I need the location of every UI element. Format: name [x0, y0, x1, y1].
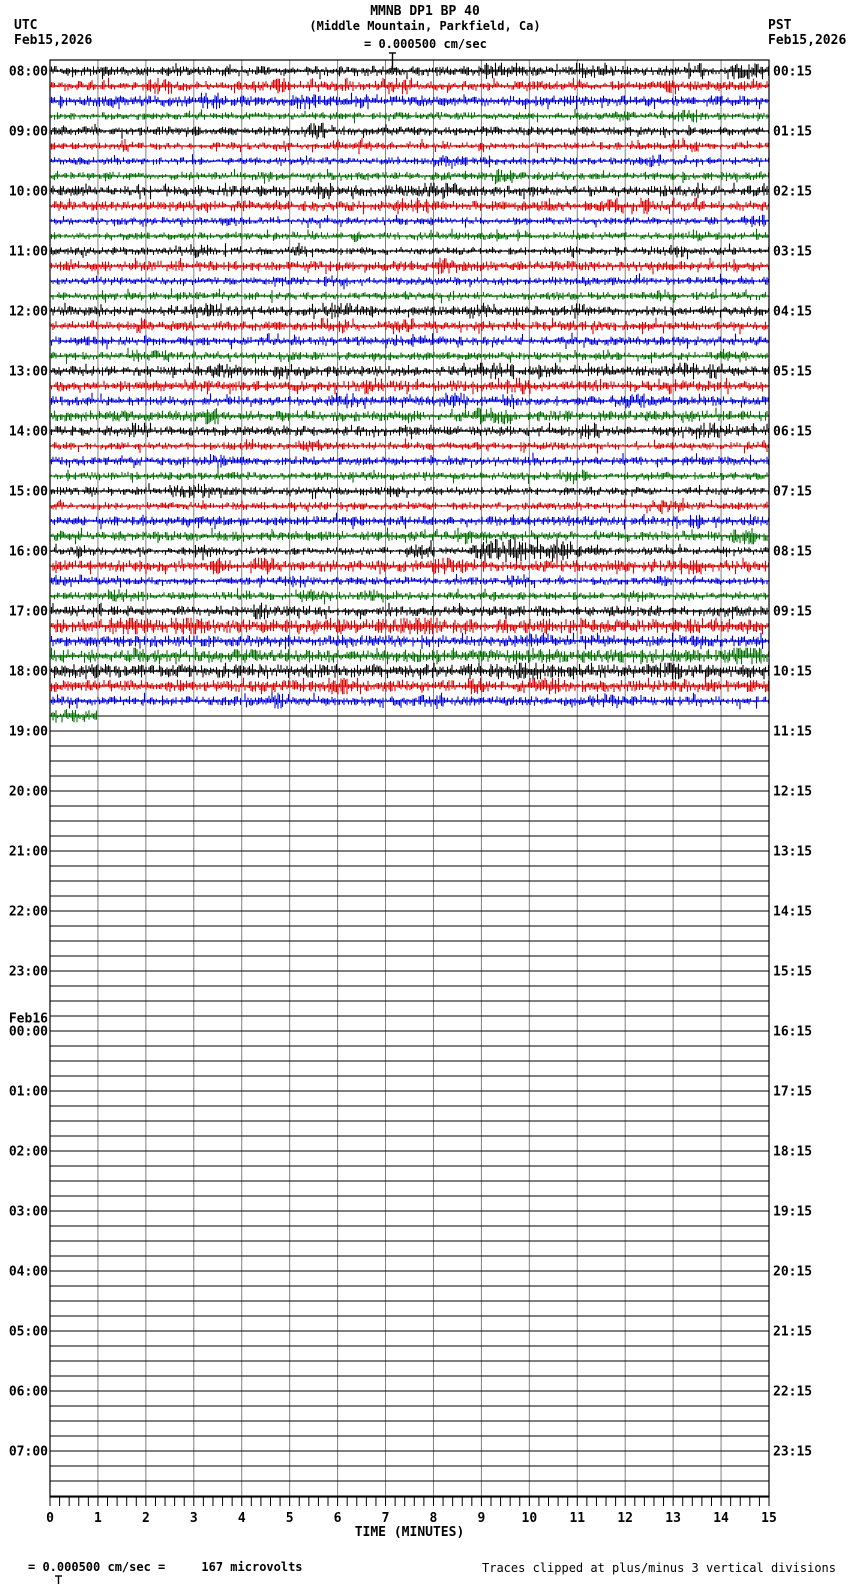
pst-hour-label: 18:15: [773, 1144, 813, 1160]
axis-tick-label: 1: [94, 1511, 102, 1526]
utc-hour-label: 18:00: [8, 664, 48, 680]
pst-hour-label: 01:15: [773, 124, 813, 140]
utc-hour-label: 00:00: [8, 1024, 48, 1040]
utc-hour-label: 12:00: [8, 304, 48, 320]
utc-hour-label: 17:00: [8, 604, 48, 620]
utc-hour-label: 19:00: [8, 724, 48, 740]
utc-hour-label: 09:00: [8, 124, 48, 140]
utc-hour-label: 16:00: [8, 544, 48, 560]
utc-hour-label: 04:00: [8, 1264, 48, 1280]
axis-tick-label: 9: [477, 1511, 486, 1526]
utc-hour-label: 15:00: [8, 484, 48, 500]
pst-hour-label: 20:15: [773, 1264, 813, 1280]
pst-hour-label: 09:15: [773, 604, 813, 620]
pst-hour-label: 12:15: [773, 784, 813, 800]
page-title: MMNB DP1 BP 40: [370, 4, 480, 19]
pst-hour-label: 11:15: [773, 724, 813, 740]
page-subtitle: (Middle Mountain, Parkfield, Ca): [309, 19, 541, 33]
right-date-label: Feb15,2026: [768, 33, 847, 48]
pst-hour-label: 14:15: [773, 904, 813, 920]
seismic-trace: [50, 229, 769, 242]
pst-hour-label: 15:15: [773, 964, 813, 980]
pst-hour-label: 06:15: [773, 424, 813, 440]
axis-tick-label: 14: [713, 1511, 729, 1526]
axis-tick-label: 6: [333, 1511, 342, 1526]
axis-tick-label: 5: [285, 1511, 294, 1526]
pst-hour-label: 08:15: [773, 544, 813, 560]
seismic-trace: [50, 215, 769, 229]
axis-tick-label: 12: [617, 1511, 634, 1526]
right-timezone-label: PST: [768, 18, 792, 33]
helicorder-plot: [0, 58, 850, 1558]
axis-tick-label: 15: [761, 1511, 777, 1526]
axis-tick-label: 3: [189, 1511, 198, 1526]
left-timezone-label: UTC: [14, 18, 38, 33]
seismic-trace: [50, 154, 769, 169]
pst-hour-label: 07:15: [773, 484, 813, 500]
utc-hour-label: 06:00: [8, 1384, 48, 1400]
pst-hour-label: 13:15: [773, 844, 813, 860]
pst-hour-label: 16:15: [773, 1024, 813, 1040]
axis-tick-label: 7: [381, 1511, 390, 1526]
utc-hour-label: 05:00: [8, 1324, 48, 1340]
axis-title: TIME (MINUTES): [354, 1525, 465, 1540]
pst-hour-label: 04:15: [773, 304, 813, 320]
utc-hour-label: 13:00: [8, 364, 48, 380]
utc-hour-label: 23:00: [8, 964, 48, 980]
axis-tick-label: 4: [237, 1511, 246, 1526]
pst-hour-label: 21:15: [773, 1324, 813, 1340]
footer-clip-note: Traces clipped at plus/minus 3 vertical divisions: [482, 1561, 837, 1575]
utc-hour-label: 02:00: [8, 1144, 48, 1160]
utc-hour-label: 03:00: [8, 1204, 48, 1220]
axis-tick-label: 2: [141, 1511, 150, 1526]
pst-hour-label: 10:15: [773, 664, 813, 680]
utc-date-note: Feb16: [8, 1011, 48, 1027]
utc-hour-label: 08:00: [8, 64, 48, 80]
utc-hour-label: 07:00: [8, 1444, 48, 1460]
utc-hour-label: 22:00: [8, 904, 48, 920]
utc-hour-label: 11:00: [8, 244, 48, 260]
pst-hour-label: 19:15: [773, 1204, 813, 1220]
utc-hour-label: 14:00: [8, 424, 48, 440]
seismic-trace: [50, 169, 769, 184]
pst-hour-label: 22:15: [773, 1384, 813, 1400]
axis-tick-label: 11: [569, 1511, 586, 1526]
pst-hour-label: 02:15: [773, 184, 813, 200]
pst-hour-label: 00:15: [773, 64, 813, 80]
utc-hour-label: 01:00: [8, 1084, 48, 1100]
left-date-label: Feb15,2026: [14, 33, 93, 48]
utc-hour-label: 10:00: [8, 184, 48, 200]
axis-tick-label: 8: [429, 1511, 438, 1526]
utc-hour-label: 21:00: [8, 844, 48, 860]
pst-hour-label: 03:15: [773, 244, 813, 260]
footer-scale-text: = 0.000500 cm/sec = 167 microvolts: [28, 1560, 303, 1574]
plot-frame: [50, 60, 769, 1497]
axis-tick-label: 0: [46, 1511, 54, 1526]
axis-tick-label: 13: [665, 1511, 681, 1526]
axis-tick-label: 10: [521, 1511, 538, 1526]
utc-hour-label: 20:00: [8, 784, 48, 800]
pst-hour-label: 23:15: [773, 1444, 813, 1460]
pst-hour-label: 05:15: [773, 364, 813, 380]
scale-label: = 0.000500 cm/sec: [364, 37, 487, 51]
pst-hour-label: 17:15: [773, 1084, 813, 1100]
